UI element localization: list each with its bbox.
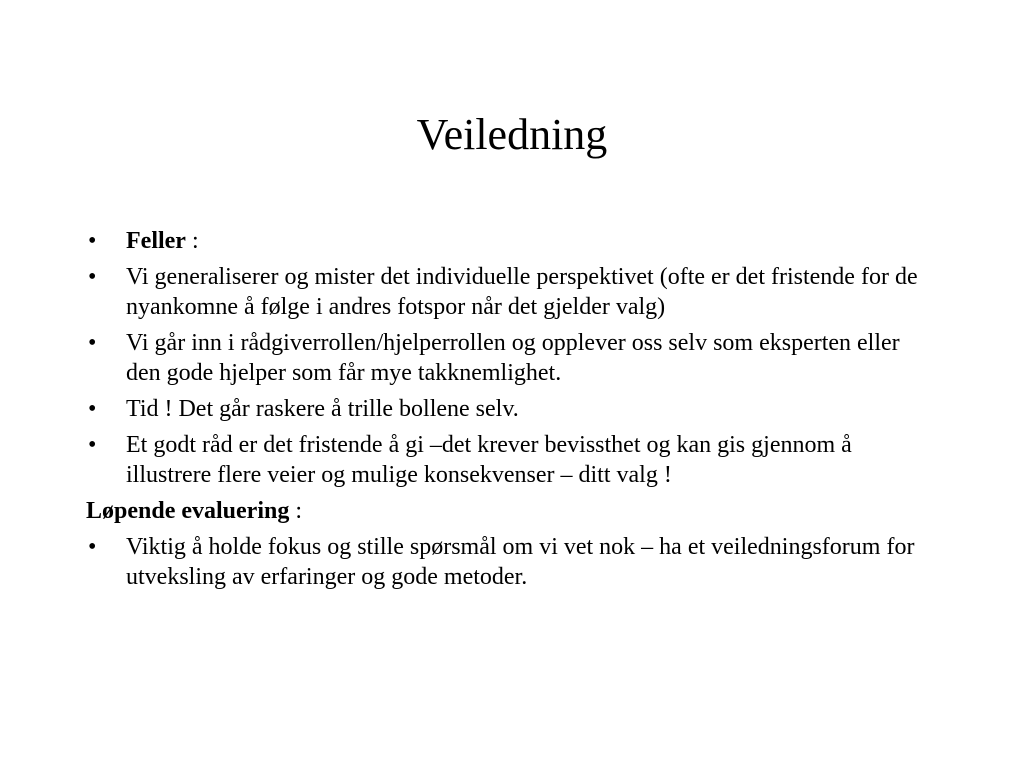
bullet-item bbox=[86, 430, 936, 490]
feller-heading: Feller bbox=[126, 228, 186, 254]
bullet-item bbox=[86, 532, 936, 592]
bullet-text: Vi generaliserer og mister det individuelle perspektivet (ofte er det fristende for de nyankomne å følge i andres fotspor når det gjelder valg) bbox=[126, 264, 918, 320]
bullet-item-feller bbox=[86, 226, 936, 256]
bullet-icon: • bbox=[88, 534, 97, 560]
bullet-item bbox=[86, 262, 936, 322]
bullet-icon: • bbox=[88, 432, 97, 458]
bullet-text: Tid ! Det går raskere å trille bollene selv. bbox=[126, 396, 519, 422]
slide-body bbox=[86, 226, 936, 598]
bullet-icon: • bbox=[88, 264, 97, 290]
bullet-text: Vi går inn i rådgiverrollen/hjelperrollen og opplever oss selv som eksperten eller den gode hjelper som får mye takknemlighet. bbox=[126, 330, 900, 386]
bullet-item bbox=[86, 394, 936, 424]
section-heading-lopende-evaluering bbox=[86, 496, 936, 526]
feller-colon: : bbox=[185, 228, 199, 254]
bullet-text: Et godt råd er det fristende å gi –det krever bevissthet og kan gis gjennom å illustrere flere veier og mulige konsekvenser – ditt valg ! bbox=[126, 432, 852, 488]
slide-title: Veiledning bbox=[416, 110, 608, 159]
section-heading-colon: : bbox=[289, 498, 303, 524]
bullet-text: Viktig å holde fokus og stille spørsmål om vi vet nok – ha et veiledningsforum for utveksling av erfaringer og gode metoder. bbox=[126, 534, 915, 590]
bullet-icon: • bbox=[88, 228, 97, 254]
bullet-icon: • bbox=[88, 396, 97, 422]
bullet-icon: • bbox=[88, 330, 97, 356]
section-heading-label: Løpende evaluering bbox=[86, 498, 290, 524]
bullet-item bbox=[86, 328, 936, 388]
